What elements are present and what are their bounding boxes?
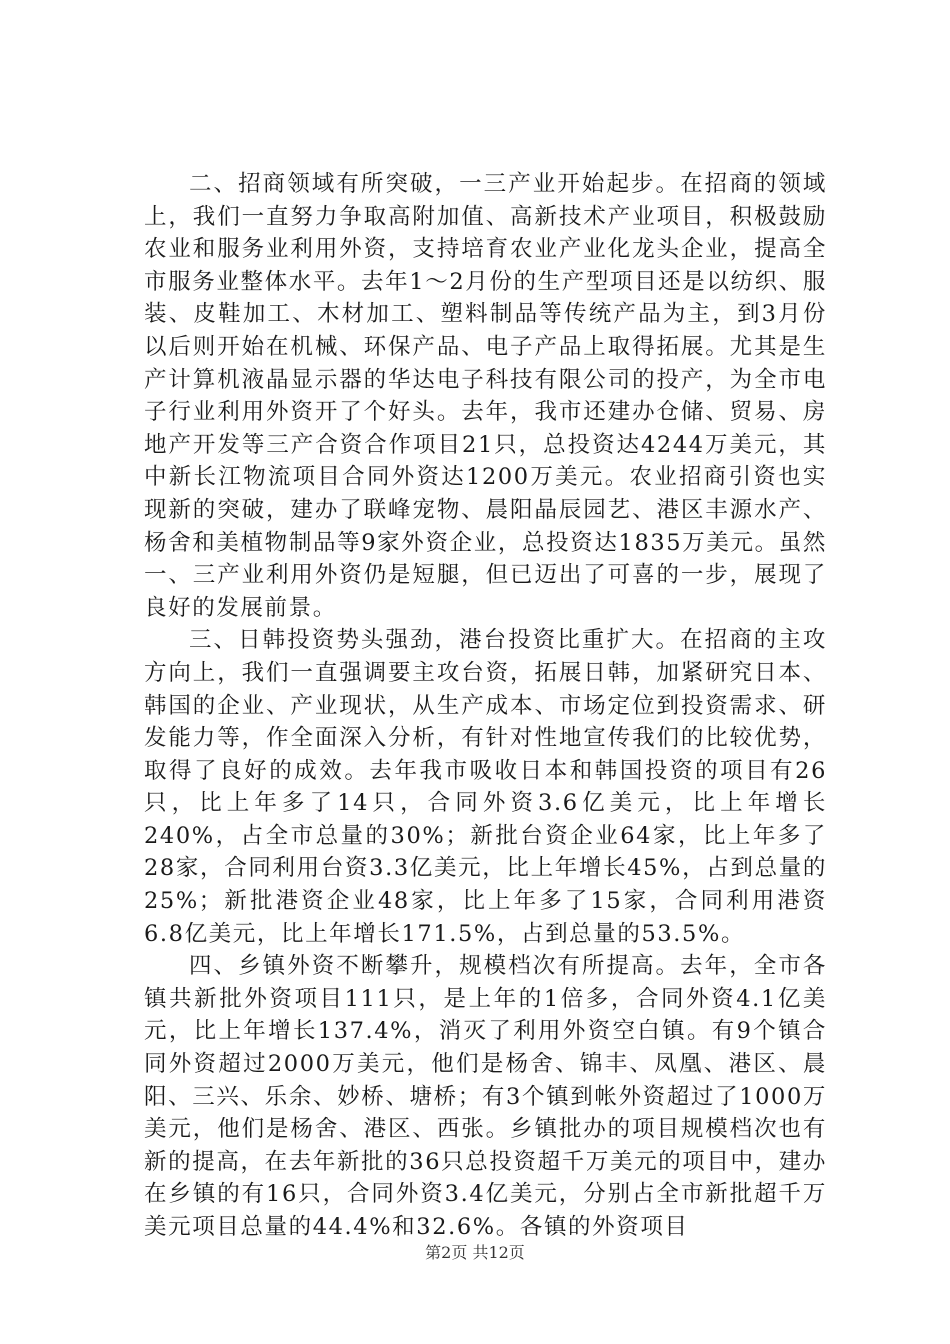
paragraph-3: 三、日韩投资势头强劲，港台投资比重扩大。在招商的主攻方向上，我们一直强调要主攻台资，拓展日韩，加紧研究日本、韩国的企业、产业现状，从生产成本、市场定位到投资需求、研发能力等，作全面深入分析，有针对性地宣传我们的比较优势，取得了良好的成效。去年我市吸收日本和韩国投资的项目有26只，比上年多了14只，合同外资3.6亿美元，比上年增长240%，占全市总量的30%；新批台资企业64家，比上年多了28家，合同利用台资3.3亿美元，比上年增长45%，占到总量的25%；新批港资企业48家，比上年多了15家，合同利用港资6.8亿美元，比上年增长171.5%，占到总量的53.5%。 xyxy=(144,627,827,947)
document-body xyxy=(144,168,827,1244)
paragraph-4: 四、乡镇外资不断攀升，规模档次有所提高。去年，全市各镇共新批外资项目111只，是上年的1倍多，合同外资4.1亿美元，比上年增长137.4%，消灭了利用外资空白镇。有9个镇合同外资超过2000万美元，他们是杨舍、锦丰、凤凰、港区、晨阳、三兴、乐余、妙桥、塘桥；有3个镇到帐外资超过了1000万美元，他们是杨舍、港区、西张。乡镇批办的项目规模档次也有新的提高，在去年新批的36只总投资超千万美元的项目中，建办在乡镇的有16只，合同外资3.4亿美元，分别占全市新批超千万美元项目总量的44.4%和32.6%。各镇的外资项目 xyxy=(144,953,827,1240)
page-number-footer: 第2页 共12页 xyxy=(425,1243,525,1262)
paragraph-2: 二、招商领域有所突破，一三产业开始起步。在招商的领域上，我们一直努力争取高附加值、高新技术产业项目，积极鼓励农业和服务业利用外资，支持培育农业产业化龙头企业，提高全市服务业整体水平。去年1～2月份的生产型项目还是以纺织、服装、皮鞋加工、木材加工、塑料制品等传统产品为主，到3月份以后则开始在机械、环保产品、电子产品上取得拓展。尤其是生产计算机液晶显示器的华达电子科技有限公司的投产，为全市电子行业利用外资开了个好头。去年，我市还建办仓储、贸易、房地产开发等三产合资合作项目21只，总投资达4244万美元，其中新长江物流项目合同外资达1200万美元。农业招商引资也实现新的突破，建办了联峰宠物、晨阳晶辰园艺、港区丰源水产、杨舍和美植物制品等9家外资企业，总投资达1835万美元。虽然一、三产业利用外资仍是短腿，但已迈出了可喜的一步，展现了良好的发展前景。 xyxy=(144,171,827,621)
